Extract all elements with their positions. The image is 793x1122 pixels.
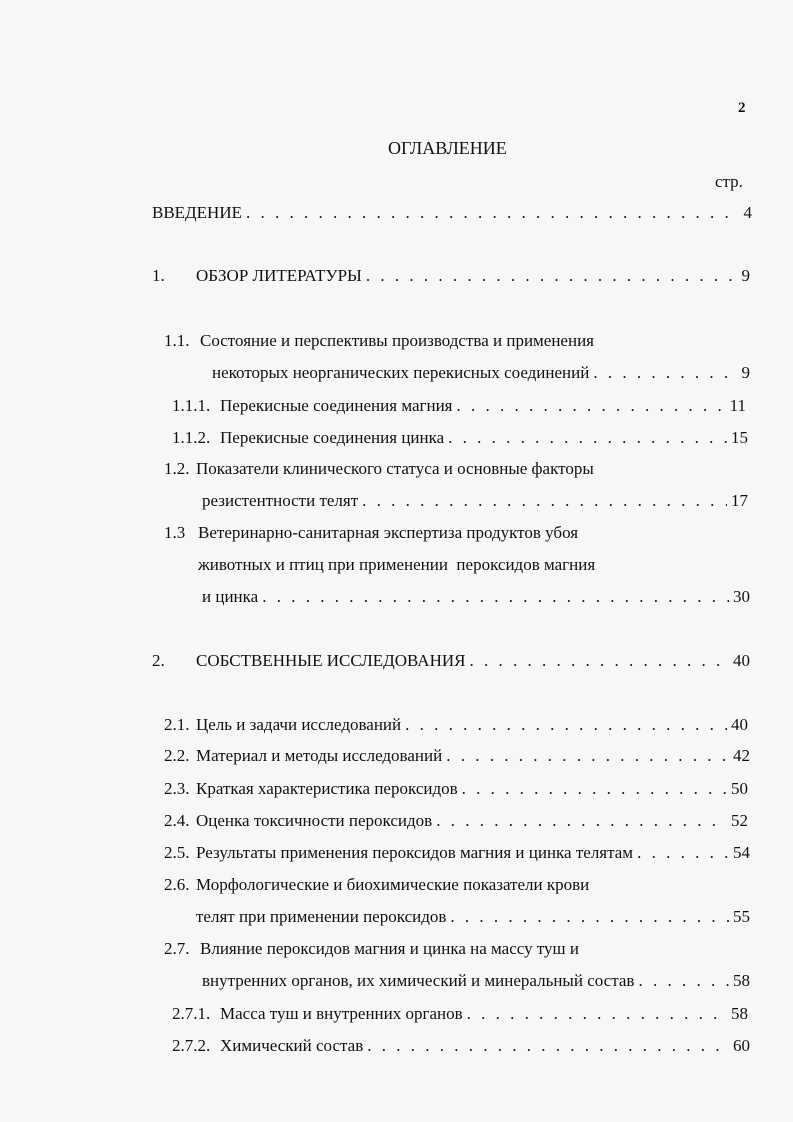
toc-entry-1-1-1[interactable]	[172, 396, 746, 416]
toc-entry-1-3-line1	[164, 523, 578, 543]
toc-entry-1-3-line2: животных и птиц при применении пероксидов магния	[198, 555, 596, 574]
toc-entry-text: Химический состав	[220, 1036, 364, 1055]
toc-entry-1-1-2[interactable]	[172, 428, 748, 448]
leader-dots	[262, 587, 729, 607]
leader-dots	[469, 651, 729, 671]
toc-entry-1-3[interactable]	[202, 587, 750, 607]
toc-entry-number: 1.1.2.	[172, 428, 211, 447]
toc-entry-text: Краткая характеристика пероксидов	[196, 779, 458, 798]
toc-entry-text: Состояние и перспективы производства и применения	[200, 331, 594, 350]
toc-entry-page: 30	[733, 587, 750, 606]
toc-entry-text: ВВЕДЕНИЕ	[152, 203, 242, 222]
toc-entry-text: телят при применении пероксидов	[196, 907, 447, 926]
toc-entry-page: 9	[741, 266, 750, 285]
leader-dots	[462, 779, 727, 799]
toc-entry-number: 1.	[152, 266, 165, 285]
leader-dots	[246, 203, 740, 223]
leader-dots	[467, 1004, 727, 1024]
toc-entry-text: Результаты применения пероксидов магния и цинка телятам	[196, 843, 634, 862]
toc-entry-page: 55	[733, 907, 750, 926]
toc-entry-page: 54	[733, 843, 750, 862]
toc-entry-number: 2.6.	[164, 875, 190, 894]
toc-entry-number: 2.4.	[164, 811, 190, 830]
leader-dots	[367, 1036, 729, 1056]
toc-entry-1[interactable]	[152, 266, 750, 286]
toc-entry-2-3[interactable]	[164, 779, 748, 799]
toc-entry-2-7-line1	[164, 939, 579, 959]
toc-entry-number: 2.2.	[164, 746, 190, 765]
leader-dots	[362, 491, 727, 511]
toc-entry-text: Оценка токсичности пероксидов	[196, 811, 433, 830]
toc-entry-text: Морфологические и биохимические показатели крови	[196, 875, 590, 894]
toc-entry-introduction[interactable]	[152, 203, 752, 223]
toc-entry-number: 2.7.	[164, 939, 190, 958]
toc-entry-number: 2.3.	[164, 779, 190, 798]
toc-entry-text: некоторых неорганических перекисных соединений	[212, 363, 590, 382]
leader-dots	[448, 428, 727, 448]
toc-entry-2[interactable]	[152, 651, 750, 671]
toc-entry-2-6[interactable]	[196, 907, 750, 927]
leader-dots	[457, 396, 726, 416]
toc-entry-1-2-line1	[164, 459, 594, 479]
toc-entry-page: 52	[731, 811, 748, 830]
toc-entry-text: Цель и задачи исследований	[196, 715, 402, 734]
leader-dots	[637, 843, 729, 863]
toc-entry-text: Перекисные соединения цинка	[220, 428, 445, 447]
toc-entry-page: 42	[733, 746, 750, 765]
leader-dots	[446, 746, 729, 766]
leader-dots	[366, 266, 738, 286]
toc-entry-2-4[interactable]	[164, 811, 748, 831]
toc-entry-2-5[interactable]	[164, 843, 750, 863]
toc-entry-page: 60	[733, 1036, 750, 1055]
toc-entry-page: 40	[731, 715, 748, 734]
toc-entry-text: Материал и методы исследований	[196, 746, 443, 765]
toc-entry-number: 1.2.	[164, 459, 190, 478]
toc-entry-page: 15	[731, 428, 748, 447]
toc-entry-number: 2.7.1.	[172, 1004, 211, 1023]
toc-entry-2-2[interactable]	[164, 746, 750, 766]
toc-entry-page: 58	[733, 971, 750, 990]
leader-dots	[436, 811, 727, 831]
toc-entry-1-2[interactable]	[202, 491, 748, 511]
toc-entry-2-7-1[interactable]	[172, 1004, 748, 1024]
toc-entry-page: 11	[729, 396, 746, 415]
toc-entry-text: ОБЗОР ЛИТЕРАТУРЫ	[196, 266, 362, 285]
toc-entry-number: 1.3	[164, 523, 186, 542]
toc-entry-text: Перекисные соединения магния	[220, 396, 453, 415]
toc-entry-number: 1.1.	[164, 331, 190, 350]
leader-dots	[450, 907, 729, 927]
page-title: ОГЛАВЛЕНИЕ	[388, 138, 507, 158]
toc-entry-page: 58	[731, 1004, 748, 1023]
toc-entry-2-6-line1	[164, 875, 589, 895]
toc-entry-text: СОБСТВЕННЫЕ ИССЛЕДОВАНИЯ	[196, 651, 466, 670]
toc-entry-number: 2.	[152, 651, 165, 670]
toc-entry-text: Масса туш и внутренних органов	[220, 1004, 463, 1023]
toc-entry-page: 17	[731, 491, 748, 510]
toc-entry-page: 9	[741, 363, 750, 382]
page-number: 2	[738, 100, 746, 116]
toc-entry-page: 40	[733, 651, 750, 670]
toc-entry-1-1-line1	[164, 331, 594, 351]
toc-entry-number: 2.7.2.	[172, 1036, 211, 1055]
page-column-header: стр.	[715, 172, 743, 191]
toc-entry-1-1[interactable]	[212, 363, 750, 383]
leader-dots	[638, 971, 729, 991]
toc-entry-2-1[interactable]	[164, 715, 748, 735]
toc-entry-2-7-2[interactable]	[172, 1036, 750, 1056]
toc-entry-number: 2.5.	[164, 843, 190, 862]
toc-entry-text: Ветеринарно-санитарная экспертиза продуктов убоя	[198, 523, 579, 542]
toc-entry-text: внутренних органов, их химический и минеральный состав	[202, 971, 635, 990]
toc-entry-number: 1.1.1.	[172, 396, 211, 415]
leader-dots	[593, 363, 737, 383]
toc-entry-text: и цинка	[202, 587, 259, 606]
leader-dots	[405, 715, 727, 735]
toc-entry-page: 50	[731, 779, 748, 798]
toc-entry-text: Влияние пероксидов магния и цинка на массу туш и	[200, 939, 579, 958]
toc-entry-text: резистентности телят	[202, 491, 359, 510]
toc-entry-2-7[interactable]	[202, 971, 750, 991]
toc-entry-text: Показатели клинического статуса и основные факторы	[196, 459, 594, 478]
toc-entry-page: 4	[743, 203, 752, 222]
toc-entry-number: 2.1.	[164, 715, 190, 734]
